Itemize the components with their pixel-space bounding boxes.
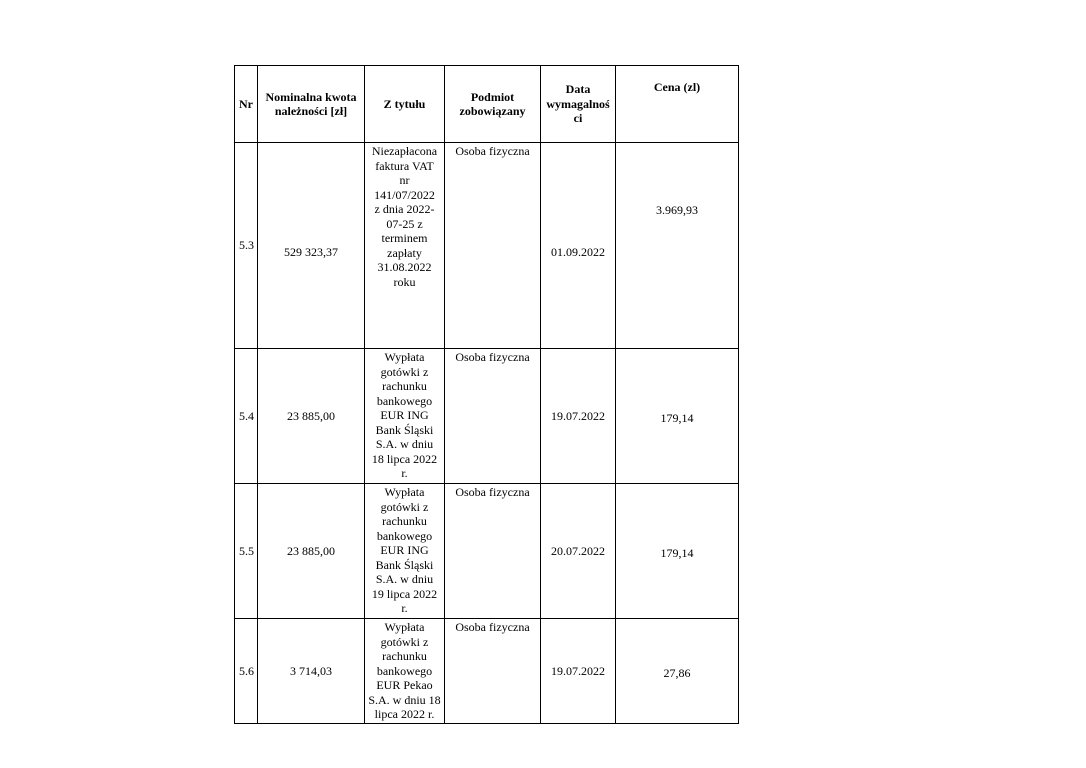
cell-price: 179,14 — [616, 349, 739, 484]
cell-price: 179,14 — [616, 484, 739, 619]
cell-obligated-party: Osoba fizyczna — [445, 143, 541, 349]
cell-due-date: 19.07.2022 — [541, 349, 616, 484]
cell-nr: 5.4 — [235, 349, 258, 484]
cell-nominal-amount: 3 714,03 — [258, 619, 365, 724]
table-row — [235, 619, 739, 724]
cell-due-date: 01.09.2022 — [541, 143, 616, 349]
cell-price: 27,86 — [616, 619, 739, 724]
table-header-row — [235, 66, 739, 143]
cell-nominal-amount: 529 323,37 — [258, 143, 365, 349]
cell-title: Wypłata gotówki z rachunku bankowego EUR Pekao S.A. w dniu 18 lipca 2022 r. — [365, 619, 445, 724]
cell-title: Wypłata gotówki z rachunku bankowego EUR ING Bank Śląski S.A. w dniu 18 lipca 2022 r. — [365, 349, 445, 484]
cell-nr: 5.3 — [235, 143, 258, 349]
header-obligated-party: Podmiot zobowiązany — [445, 66, 541, 143]
header-price: Cena (zl) — [616, 66, 739, 143]
table-row — [235, 484, 739, 619]
table-row — [235, 349, 739, 484]
cell-price: 3.969,93 — [616, 143, 739, 349]
cell-nr: 5.6 — [235, 619, 258, 724]
cell-title: Wypłata gotówki z rachunku bankowego EUR ING Bank Śląski S.A. w dniu 19 lipca 2022 r. — [365, 484, 445, 619]
header-nominal-amount: Nominalna kwota należności [zł] — [258, 66, 365, 143]
cell-obligated-party: Osoba fizyczna — [445, 619, 541, 724]
cell-title: Niezapłacona faktura VAT nr 141/07/2022 z dnia 2022- 07-25 z terminem zapłaty 31.08.2022 roku — [365, 143, 445, 349]
cell-due-date: 19.07.2022 — [541, 619, 616, 724]
header-title: Z tytułu — [365, 66, 445, 143]
receivables-table — [234, 65, 739, 724]
cell-nr: 5.5 — [235, 484, 258, 619]
cell-due-date: 20.07.2022 — [541, 484, 616, 619]
cell-obligated-party: Osoba fizyczna — [445, 484, 541, 619]
header-nr: Nr — [235, 66, 258, 143]
table-row — [235, 143, 739, 349]
cell-obligated-party: Osoba fizyczna — [445, 349, 541, 484]
cell-nominal-amount: 23 885,00 — [258, 484, 365, 619]
header-due-date: Data wymagalnoś ci — [541, 66, 616, 143]
cell-nominal-amount: 23 885,00 — [258, 349, 365, 484]
